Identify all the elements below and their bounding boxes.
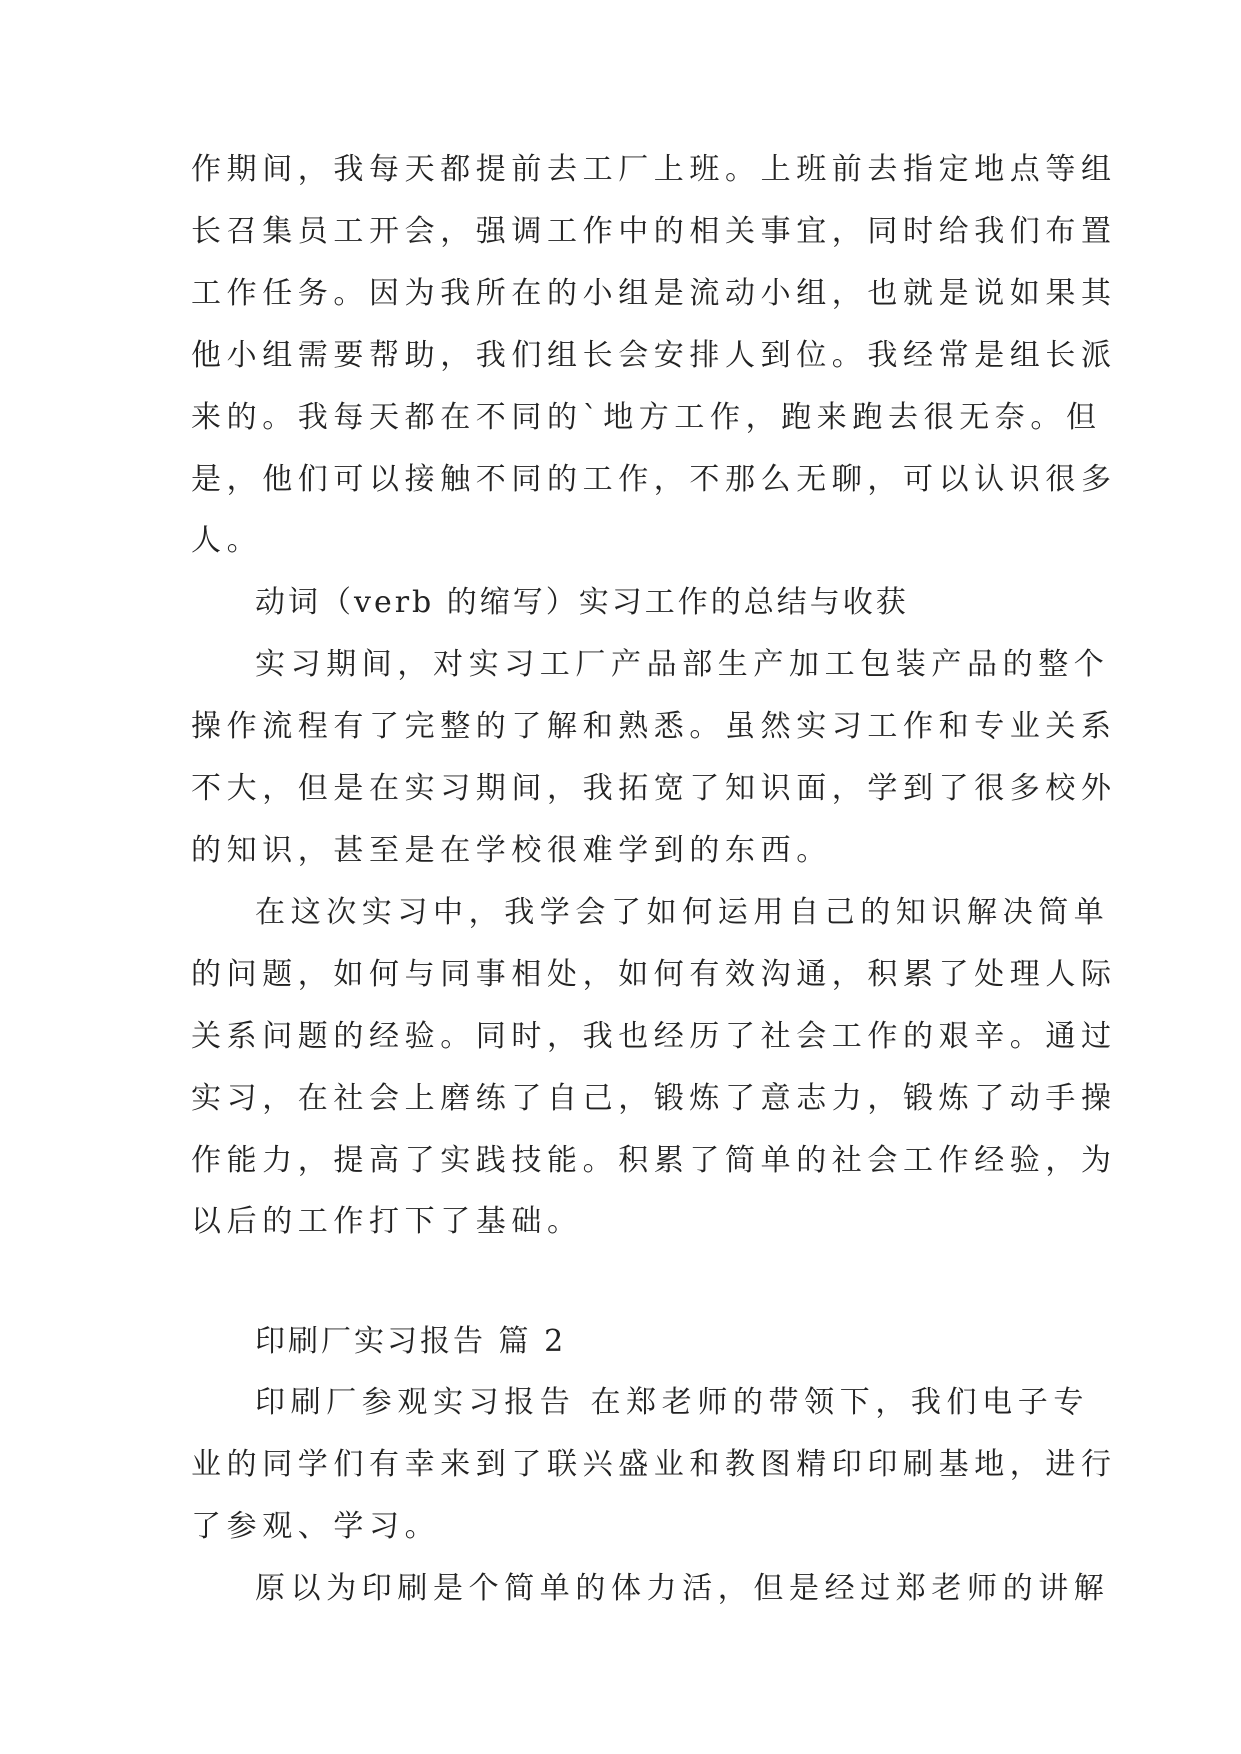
body-text-line: 工作任务。因为我所在的小组是流动小组，也就是说如果其 <box>191 276 1117 311</box>
body-text-line: 业的同学们有幸来到了联兴盛业和教图精印印刷基地，进行 <box>191 1447 1117 1482</box>
body-text-line: 长召集员工开会，强调工作中的相关事宜，同时给我们布置 <box>191 214 1117 249</box>
body-text-line: 关系问题的经验。同时，我也经历了社会工作的艰辛。通过 <box>191 1019 1117 1054</box>
body-text-line: 人。 <box>191 523 263 558</box>
body-text-line: 实习，在社会上磨练了自己，锻炼了意志力，锻炼了动手操 <box>191 1081 1117 1116</box>
body-text-line: 在这次实习中，我学会了如何运用自己的知识解决简单 <box>255 895 1110 930</box>
body-text-line: 不大，但是在实习期间，我拓宽了知识面，学到了很多校外 <box>191 771 1117 806</box>
body-text-line: 的问题，如何与同事相处，如何有效沟通，积累了处理人际 <box>191 957 1117 992</box>
body-text-line: 的知识，甚至是在学校很难学到的东西。 <box>191 833 832 868</box>
body-text-line: 操作流程有了完整的了解和熟悉。虽然实习工作和专业关系 <box>191 709 1117 744</box>
body-text-line: 了参观、学习。 <box>191 1509 441 1544</box>
body-text-line: 是，他们可以接触不同的工作，不那么无聊，可以认识很多 <box>191 462 1117 497</box>
body-text-line: 来的。我每天都在不同的`地方工作，跑来跑去很无奈。但 <box>191 400 1102 435</box>
body-text-line: 实习期间，对实习工厂产品部生产加工包装产品的整个 <box>255 647 1110 682</box>
body-text-line: 原以为印刷是个简单的体力活，但是经过郑老师的讲解 <box>255 1571 1110 1606</box>
section-heading: 印刷厂实习报告 篇 2 <box>255 1324 567 1359</box>
body-text-line: 以后的工作打下了基础。 <box>191 1204 583 1239</box>
body-text-line: 印刷厂参观实习报告 在郑老师的带领下，我们电子专 <box>255 1385 1089 1420</box>
body-text-line: 他小组需要帮助，我们组长会安排人到位。我经常是组长派 <box>191 338 1117 373</box>
body-text-line: 作期间，我每天都提前去工厂上班。上班前去指定地点等组 <box>191 152 1117 187</box>
section-heading: 动词（verb 的缩写）实习工作的总结与收获 <box>255 585 909 620</box>
body-text-line: 作能力，提高了实践技能。积累了简单的社会工作经验，为 <box>191 1143 1117 1178</box>
